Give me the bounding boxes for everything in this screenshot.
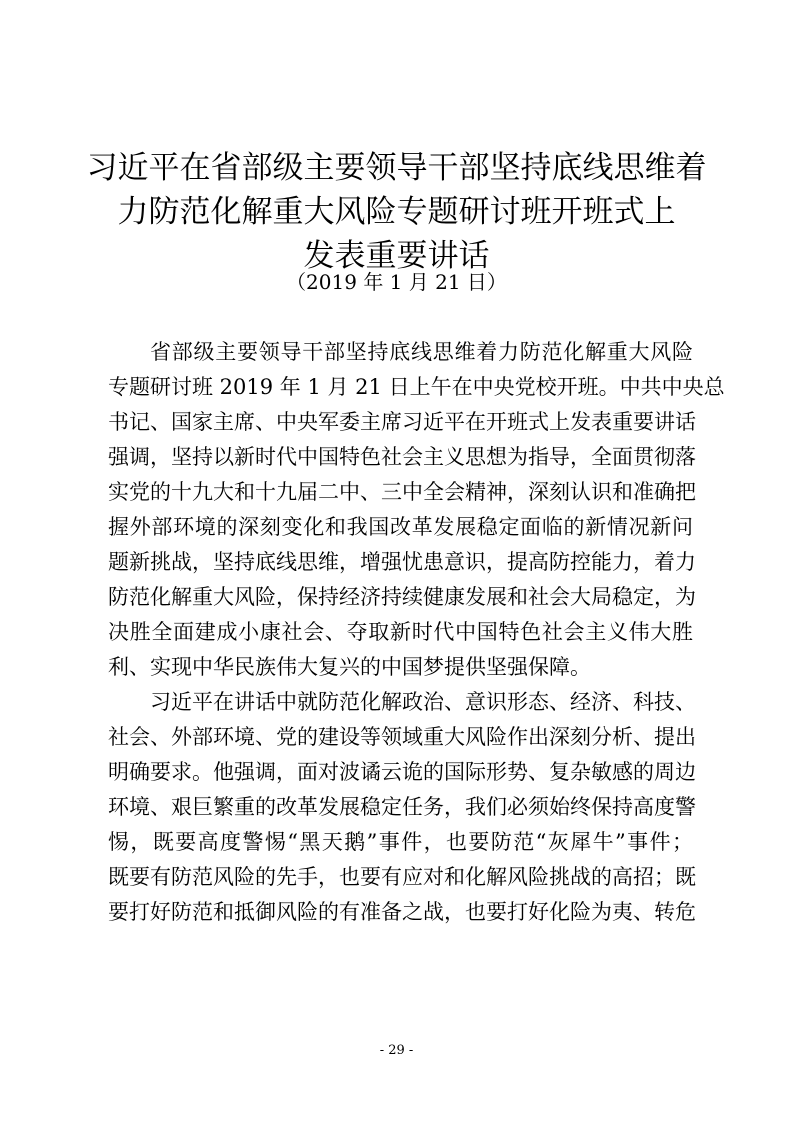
paragraph — [108, 685, 696, 930]
text-line: 社会、外部环境、党的建设等领域重大风险作出深刻分析、提出 — [108, 725, 696, 749]
text-line: 既要有防范风险的先手，也要有应对和化解风险挑战的高招；既 — [108, 865, 696, 889]
text-line: 要打好防范和抵御风险的有准备之战，也要打好化险为夷、转危 — [108, 900, 696, 924]
document-title — [0, 146, 793, 278]
document-body — [108, 335, 725, 930]
page-number: - 29 - — [379, 1043, 414, 1058]
text-line: 题新挑战，坚持底线思维，增强忧患意识，提高防控能力，着力 — [108, 550, 696, 574]
text-line: 惕，既要高度警惕“黑天鹅”事件，也要防范“灰犀牛”事件； — [108, 830, 693, 854]
text-line: 利、实现中华民族伟大复兴的中国梦提供坚强保障。 — [108, 655, 591, 679]
text-line: 习近平在讲话中就防范化解政治、意识形态、经济、科技、 — [150, 690, 696, 714]
text-line: 决胜全面建成小康社会、夺取新时代中国特色社会主义伟大胜 — [108, 620, 693, 644]
text-line: 握外部环境的深刻变化和我国改革发展稳定面临的新情况新问 — [108, 515, 693, 539]
text-line: 环境、艰巨繁重的改革发展稳定任务，我们必须始终保持高度警 — [108, 795, 696, 819]
text-line: 省部级主要领导干部坚持底线思维着力防范化解重大风险 — [150, 340, 693, 364]
text-line: 防范化解重大风险，保持经济持续健康发展和社会大局稳定，为 — [108, 585, 696, 609]
text-line: 专题研讨班 2019 年 1 月 21 日上午在中央党校开班。中共中央总 — [108, 375, 725, 399]
text-line: 强调，坚持以新时代中国特色社会主义思想为指导，全面贯彻落 — [108, 445, 696, 469]
title-line: 发表重要讲话 — [303, 238, 490, 274]
title-line: 习近平在省部级主要领导干部坚持底线思维着 — [86, 150, 707, 186]
text-line: 书记、国家主席、中央军委主席习近平在开班式上发表重要讲话 — [108, 410, 696, 434]
paragraph — [108, 335, 725, 685]
document-date: （2019 年 1 月 21 日） — [286, 270, 507, 294]
title-line: 力防范化解重大风险专题研讨班开班式上 — [117, 194, 676, 230]
text-line: 实党的十九大和十九届二中、三中全会精神，深刻认识和准确把 — [108, 480, 696, 504]
text-line: 明确要求。他强调，面对波谲云诡的国际形势、复杂敏感的周边 — [108, 760, 696, 784]
